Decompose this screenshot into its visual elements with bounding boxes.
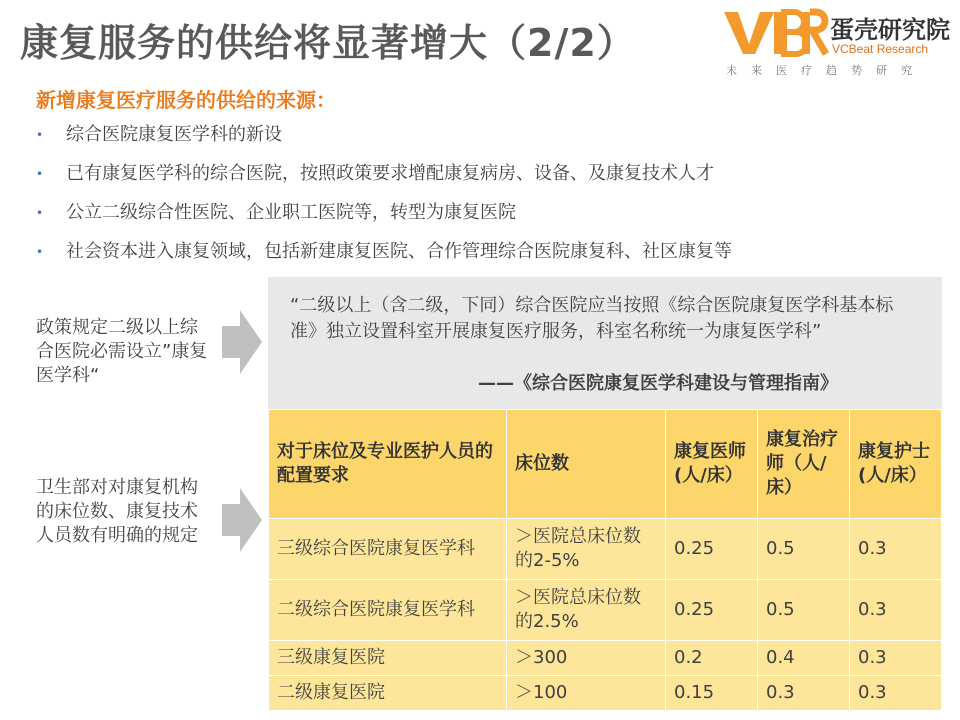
table-cell: 二级康复医院: [269, 676, 507, 711]
table-cell: 0.25: [666, 580, 758, 641]
supply-source-list: [36, 120, 732, 276]
list-item: • 社会资本进入康复领域，包括新建康复医院、合作管理综合医院康复科、社区康复等: [36, 237, 732, 276]
bullet-dot-icon: •: [36, 128, 44, 142]
quote-source: ——《综合医院康复医学科建设与管理指南》: [478, 373, 838, 394]
table-cell: 0.4: [758, 641, 850, 676]
table-header-row: [269, 410, 942, 519]
table-row: [269, 519, 942, 580]
ministry-label: 卫生部对对康复机构的床位数、康复技术人员数有明确的规定: [36, 477, 198, 546]
table-cell: ＞医院总床位数的2.5%: [507, 580, 666, 641]
page-title: 康复服务的供给将显著增大（2/2）: [20, 21, 636, 65]
table-row: [269, 676, 942, 711]
table-cell: ＞300: [507, 641, 666, 676]
list-item: • 综合医院康复医学科的新设: [36, 120, 732, 159]
list-item: • 公立二级综合性医院、企业职工医院等，转型为康复医院: [36, 198, 732, 237]
column-header: 床位数: [507, 410, 666, 519]
table-cell: 0.15: [666, 676, 758, 711]
list-item: • 已有康复医学科的综合医院，按照政策要求增配康复病房、设备、及康复技术人才: [36, 159, 732, 198]
vcbeat-logo: [722, 8, 957, 78]
vbr-logo-mark: [722, 8, 830, 58]
logo-name-en: VCBeat Research: [832, 42, 929, 56]
table-cell: 0.3: [850, 676, 942, 711]
table-cell: 0.5: [758, 519, 850, 580]
table-cell: 三级综合医院康复医学科: [269, 519, 507, 580]
table-cell: 0.25: [666, 519, 758, 580]
table-cell: 0.3: [758, 676, 850, 711]
table-cell: 0.2: [666, 641, 758, 676]
column-header: 康复医师(人/床）: [666, 410, 758, 519]
logo-name-cn: 蛋壳研究院: [830, 16, 950, 44]
column-header: 对于床位及专业医护人员的配置要求: [269, 410, 507, 519]
quote-text: “二级以上（含二级，下同）综合医院应当按照《综合医院康复医学科基本标准》独立设置科室开展康复医疗服务，科室名称统一为康复医学科”: [290, 295, 894, 342]
bullet-dot-icon: •: [36, 245, 44, 259]
policy-quote-box: [268, 277, 942, 409]
bullet-dot-icon: •: [36, 206, 44, 220]
table-row: [269, 580, 942, 641]
policy-label: 政策规定二级以上综合医院必需设立”康复医学科“: [36, 317, 208, 386]
column-header: 康复治疗师（人/床）: [758, 410, 850, 519]
right-arrow-icon: [222, 488, 262, 552]
table-cell: 0.3: [850, 641, 942, 676]
bullet-dot-icon: •: [36, 167, 44, 181]
table-row: [269, 641, 942, 676]
table-cell: 0.3: [850, 580, 942, 641]
section-subtitle: 新增康复医疗服务的供给的来源：: [36, 88, 336, 112]
table-cell: ＞医院总床位数的2-5%: [507, 519, 666, 580]
table-cell: 0.3: [850, 519, 942, 580]
table-cell: ＞100: [507, 676, 666, 711]
staffing-requirements-table: [268, 409, 942, 711]
table-cell: 二级综合医院康复医学科: [269, 580, 507, 641]
logo-tagline: 未来医疗趋势研究: [726, 64, 926, 77]
table-cell: 0.5: [758, 580, 850, 641]
column-header: 康复护士(人/床）: [850, 410, 942, 519]
right-arrow-icon: [222, 310, 262, 374]
table-cell: 三级康复医院: [269, 641, 507, 676]
